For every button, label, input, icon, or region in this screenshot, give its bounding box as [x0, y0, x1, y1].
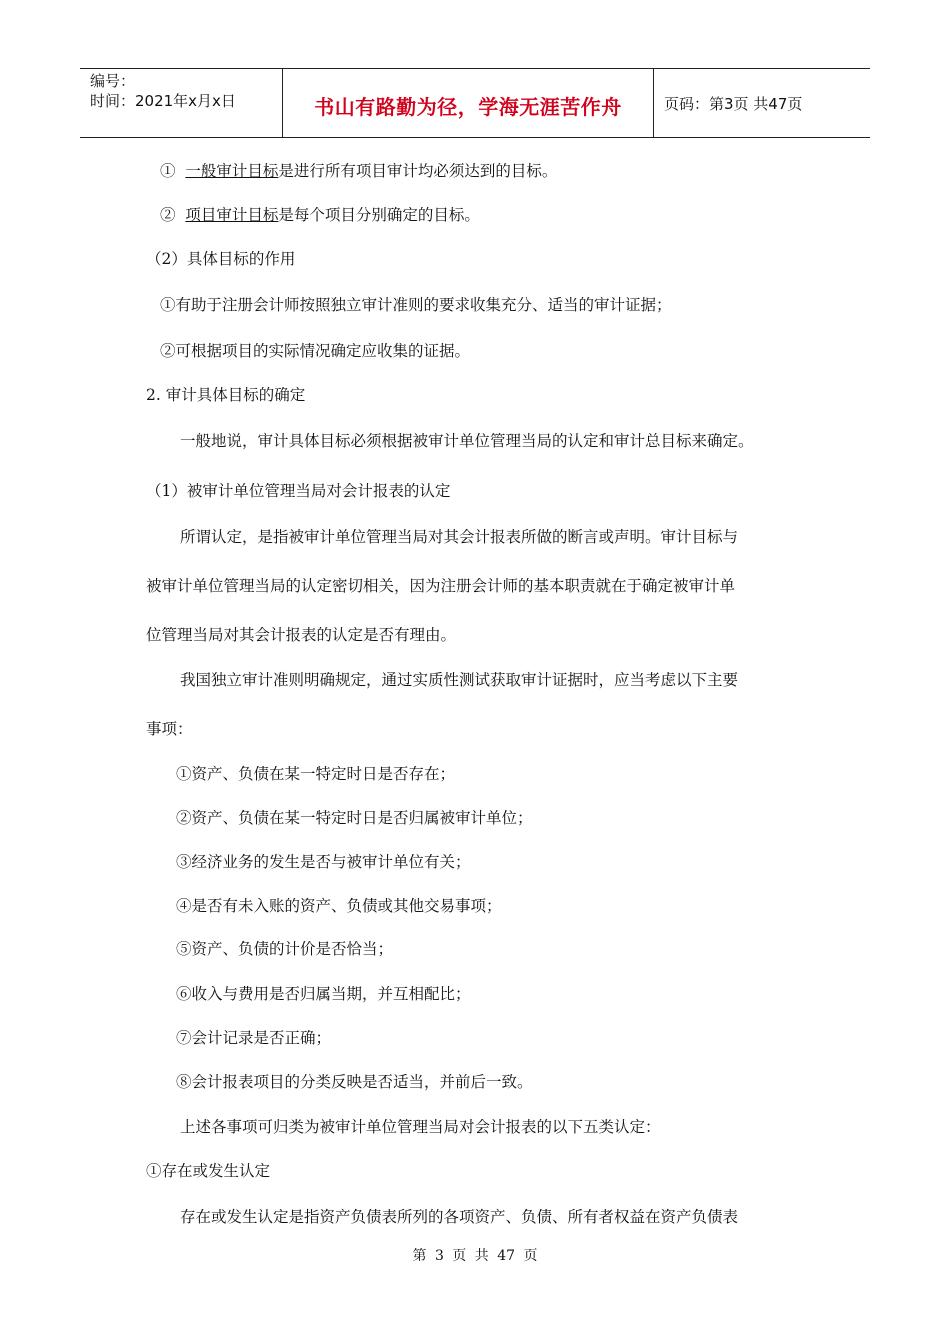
section-heading-assertions: （1）被审计单位管理当局对会计报表的认定	[146, 482, 451, 500]
list-item: ④是否有未入账的资产、负债或其他交易事项；	[176, 897, 502, 915]
list-item: ⑦会计记录是否正确；	[176, 1029, 332, 1047]
paragraph-line: 所谓认定，是指被审计单位管理当局对其会计报表所做的断言或声明。审计目标与	[180, 528, 739, 546]
paragraph-line: 我国独立审计准则明确规定，通过实质性测试获取审计证据时，应当考虑以下主要	[180, 671, 739, 689]
page-footer: 第 3 页 共 47 页	[412, 1248, 538, 1264]
list-item: ⑧会计报表项目的分类反映是否适当，并前后一致。	[176, 1073, 533, 1091]
list-item: ②可根据项目的实际情况确定应收集的证据。	[160, 342, 471, 360]
list-item: ②资产、负债在某一特定时日是否归属被审计单位；	[176, 809, 533, 827]
section-heading-determination: 2. 审计具体目标的确定	[146, 386, 306, 404]
list-item: ①资产、负债在某一特定时日是否存在；	[176, 765, 456, 783]
header-motto: 书山有路勤为径，学海无涯苦作舟	[314, 95, 622, 119]
term-project-audit-objective: 项目审计目标	[185, 206, 279, 224]
paragraph-line: 存在或发生认定是指资产负债表所列的各项资产、负债、所有者权益在资产负债表	[180, 1208, 739, 1226]
paragraph-line: 事项：	[146, 720, 193, 738]
serial-label: 编号：	[90, 72, 136, 90]
line-project-audit-objective	[160, 204, 480, 226]
header-meta-cell	[80, 69, 280, 137]
subheading-existence: ①存在或发生认定	[146, 1162, 271, 1180]
line-text: 是进行所有项目审计均必须达到的目标。	[278, 162, 558, 180]
header-motto-cell	[282, 69, 654, 137]
line-general-audit-objective	[160, 160, 557, 182]
page-header	[80, 68, 870, 138]
paragraph-line: 上述各事项可归类为被审计单位管理当局对会计报表的以下五类认定：	[180, 1118, 661, 1136]
paragraph-line: 位管理当局对其会计报表的认定是否有理由。	[146, 626, 457, 644]
header-page-label: 页码：第3页 共47页	[664, 95, 803, 113]
list-item: ③经济业务的发生是否与被审计单位有关；	[176, 853, 471, 871]
term-general-audit-objective: 一般审计目标	[185, 162, 279, 180]
paragraph-line: 被审计单位管理当局的认定密切相关，因为注册会计师的基本职责就在于确定被审计单	[146, 577, 736, 595]
list-item: ⑥收入与费用是否归属当期，并互相配比；	[176, 985, 471, 1003]
list-item: ⑤资产、负债的计价是否恰当；	[176, 940, 394, 958]
list-item: ①有助于注册会计师按照独立审计准则的要求收集充分、适当的审计证据；	[160, 296, 672, 314]
date-label: 时间：2021年x月x日	[90, 92, 236, 110]
header-page-cell	[654, 69, 870, 137]
paragraph-line: 一般地说，审计具体目标必须根据被审计单位管理当局的认定和审计总目标来确定。	[180, 432, 754, 450]
item-number: ①	[160, 162, 176, 180]
section-heading-role: （2）具体目标的作用	[146, 250, 296, 268]
item-number: ②	[160, 206, 176, 224]
line-text: 是每个项目分别确定的目标。	[278, 206, 480, 224]
